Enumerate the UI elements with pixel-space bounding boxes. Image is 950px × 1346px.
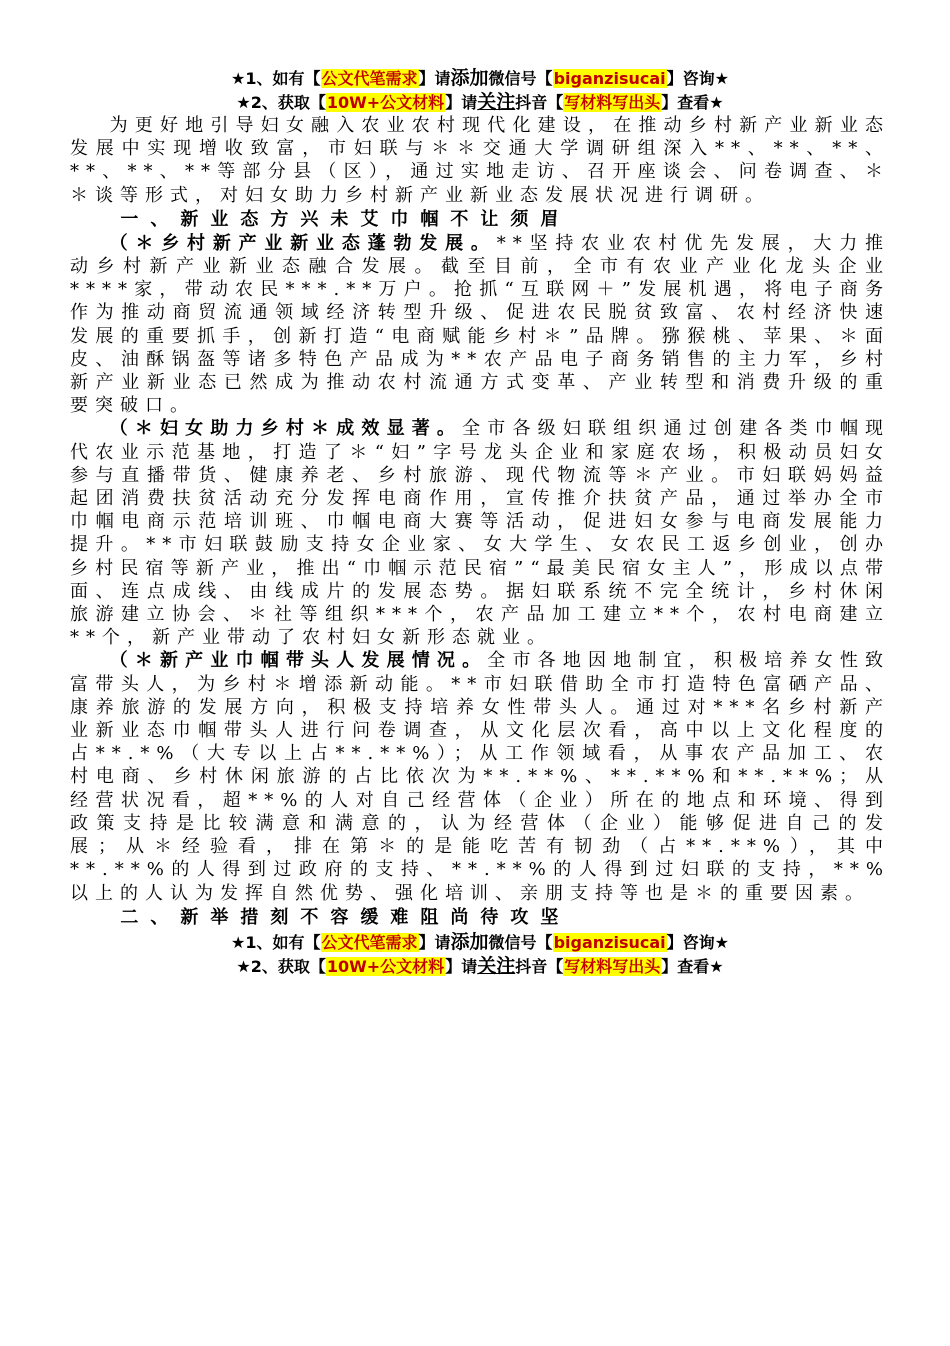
- paragraph-text: **坚持农业农村优先发展，大力推动乡村新产业新业态融合发展。截至目前，全市有农业产业化龙头企业****家，带动农民***.**万户。抢抓“互联网＋”发展机遇，将电子商务作为推动商贸流通领域经济转型升级、促进农民脱贫致富、农村经济快速发展的重要抓手，创新打造“电商赋能乡村＊”品牌。猕猴桃、苹果、＊面皮、油酥锅盔等诸多特色产品成为**农产品电子商务销售的主力军，乡村新产业新业态已然成为推动农村流通方式变革、产业转型和消费升级的重要突破口。: [70, 232, 891, 417]
- promo-banner-line-2: [70, 90, 890, 114]
- section-heading-2: 二、新举措刻不容缓难阻尚待攻坚: [120, 906, 571, 928]
- promo-banner-line-3: [70, 930, 890, 954]
- paragraph-text: 全市各地因地制宜，积极培养女性致富带头人，为乡村＊增添新动能。**市妇联借助全市打造特色富硒产品、康养旅游的发展方向，积极支持培养女性带头人。通过对***名乡村新产业新业态巾帼带头人进行问卷调查，从文化层次看，高中以上文化程度的占**.*%（大专以上占**.**%）；从工作领域看，从事农产品加工、农村电商、乡村休闲旅游的占比依次为**.**%、**.**%和**.**%；从经营状况看，超**%的人对自己经营体（企业）所在的地点和环境、得到政策支持是比较满意和满意的，认为经营体（企业）能够促进自己的发展；从＊经验看，排在第＊的是能吃苦有韧劲（占**.**%），其中**.**%的人得到过政府的支持、**.**%的人得到过妇联的支持，**%以上的人认为发挥自然优势、强化培训、亲朋支持等也是＊的重要因素。: [70, 650, 890, 904]
- paragraph-lead: （＊妇女助力乡村＊成效显著。: [109, 418, 463, 440]
- banner-highlight: 10W+公文材料: [326, 956, 445, 976]
- banner-text: 】请: [445, 956, 478, 976]
- promo-banner-line-4: [70, 954, 890, 978]
- banner-text: 】请: [418, 69, 451, 88]
- document-page: [70, 66, 890, 978]
- banner-text: 抖音【: [515, 93, 564, 112]
- banner-highlight: 写材料写出头: [564, 956, 661, 976]
- banner-highlight: 公文代笔需求: [321, 932, 418, 952]
- banner-text: ★2、获取【: [236, 956, 326, 976]
- banner-wechat-id: biganzisucai: [553, 932, 666, 952]
- banner-text: 】咨询★: [666, 932, 729, 952]
- banner-text: 微信号【: [488, 932, 553, 952]
- paragraph-3: [70, 649, 890, 904]
- banner-text: 】查看★: [661, 93, 724, 112]
- banner-text: 微信号【: [488, 69, 553, 88]
- banner-wechat-id: biganzisucai: [553, 69, 666, 88]
- paragraph-lead: （＊新产业巾帼带头人发展情况。: [109, 650, 488, 672]
- banner-text: ★1、如有【: [231, 932, 321, 952]
- paragraph-lead: （＊乡村新产业新业态蓬勃发展。: [109, 232, 497, 254]
- banner-emphasis: 添加: [450, 67, 489, 89]
- banner-highlight: 公文代笔需求: [321, 69, 418, 88]
- document-body: [70, 114, 890, 930]
- banner-emphasis: 关注: [477, 91, 516, 113]
- paragraph-2: [70, 417, 890, 649]
- banner-text: 】请: [418, 932, 451, 952]
- banner-highlight: 写材料写出头: [564, 93, 661, 112]
- banner-text: 】查看★: [661, 956, 724, 976]
- banner-emphasis: 添加: [450, 930, 489, 953]
- section-heading-1: 一、新业态方兴未艾巾帼不让须眉: [120, 208, 571, 230]
- banner-text: 抖音【: [515, 956, 564, 976]
- banner-emphasis: 关注: [477, 954, 516, 977]
- paragraph-text: 全市各级妇联组织通过创建各类巾帼现代农业示范基地，打造了＊“妇”字号龙头企业和家庭农场，积极动员妇女参与直播带货、健康养老、乡村旅游、现代物流等＊产业。市妇联妈妈益起团消费扶贫活动充分发挥电商作用，宣传推介扶贫产品，通过举办全市巾帼电商示范培训班、巾帼电商大赛等活动，促进妇女参与电商发展能力提升。**市妇联鼓励支持女企业家、女大学生、女农民工返乡创业，创办乡村民宿等新产业，推出“巾帼示范民宿”“最美民宿女主人”，形成以点带面、连点成线、由线成片的发展态势。据妇联系统不完全统计，乡村休闲旅游建立协会、＊社等组织***个，农产品加工建立**个，农村电商建立**个，新产业带动了农村妇女新形态就业。: [70, 418, 891, 649]
- promo-banner-line-1: [70, 66, 890, 90]
- banner-highlight: 10W+公文材料: [326, 93, 445, 112]
- banner-text: 】请: [445, 93, 478, 112]
- intro-paragraph: 为更好地引导妇女融入农业农村现代化建设，在推动乡村新产业新业态发展中实现增收致富，市妇联与＊＊交通大学调研组深入**、**、**、**、**、**等部分县（区），通过实地走访、召开座谈会、问卷调查、＊＊谈等形式，对妇女助力乡村新产业新业态发展状况进行调研。: [70, 115, 890, 206]
- banner-text: ★2、获取【: [236, 93, 326, 112]
- banner-text: 】咨询★: [666, 69, 729, 88]
- paragraph-1: [70, 232, 890, 418]
- banner-text: ★1、如有【: [231, 69, 321, 88]
